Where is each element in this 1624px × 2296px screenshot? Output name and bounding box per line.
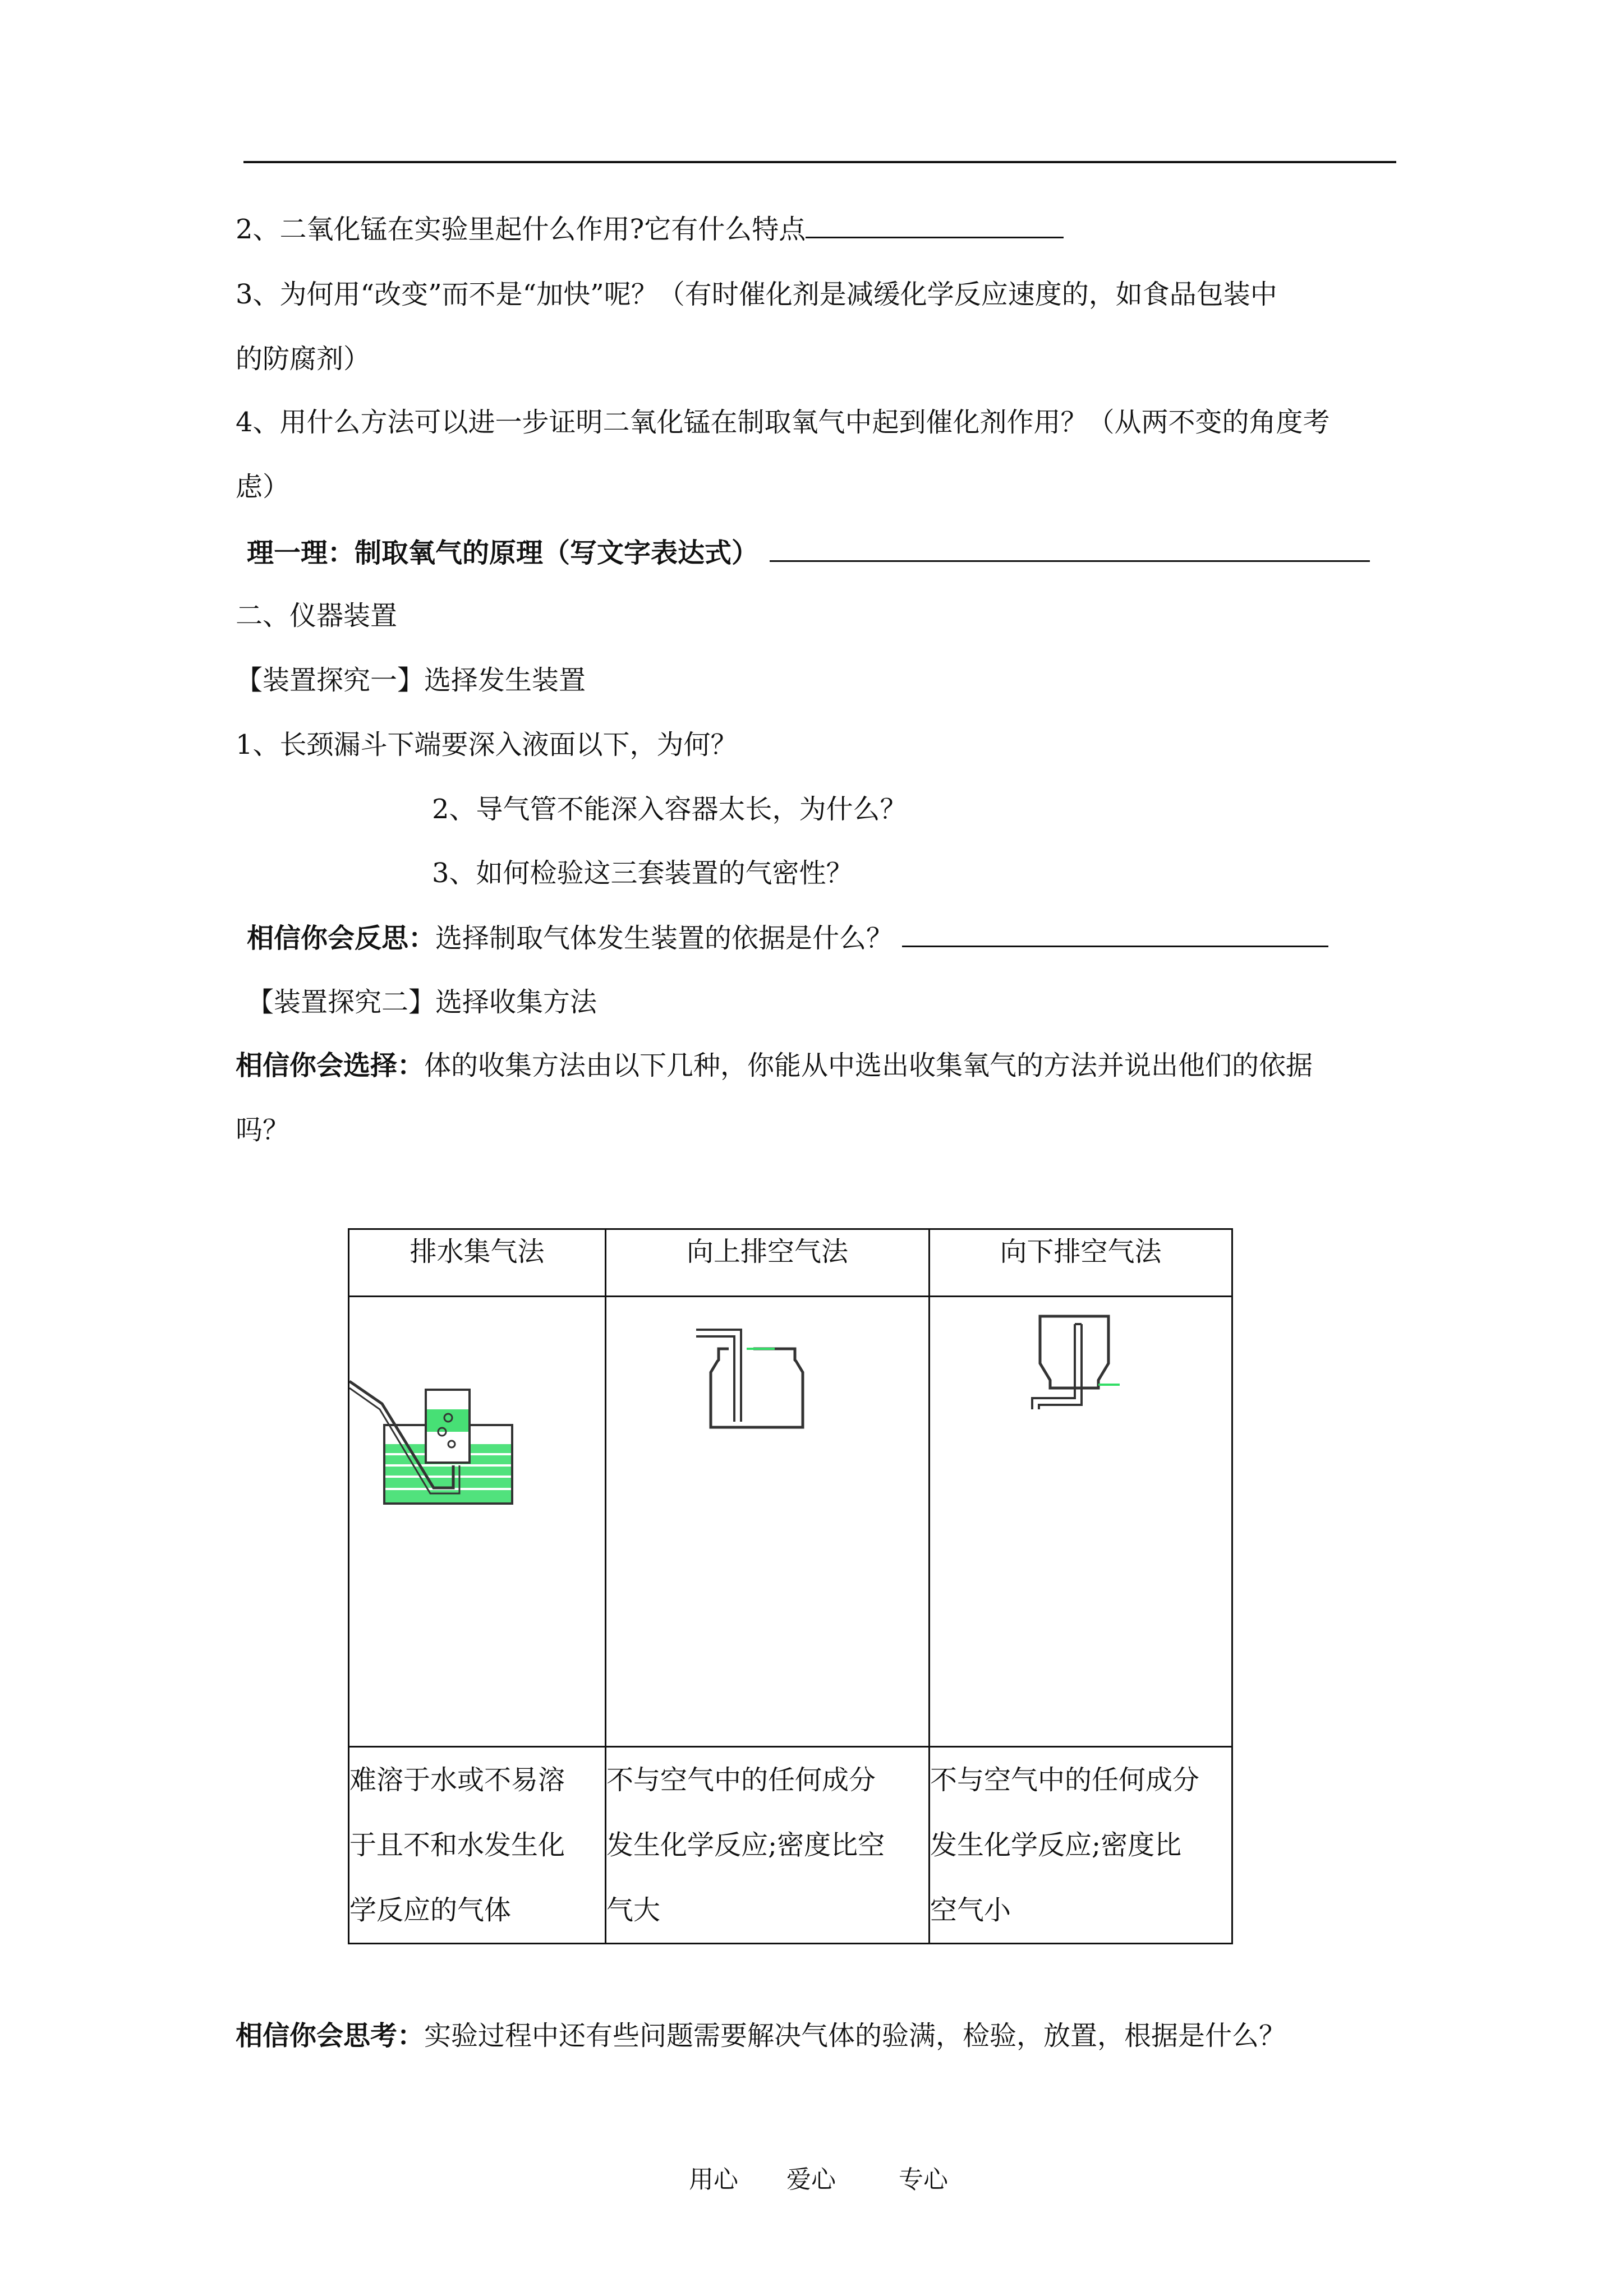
figure-cell-downward <box>930 1297 1232 1747</box>
choose-prompt-line-2: 吗？ <box>236 1114 290 1146</box>
question-4-line-2: 虑） <box>236 471 290 502</box>
water-displacement-apparatus-icon <box>349 1297 606 1746</box>
header-downward-air-displacement: 向下排空气法 <box>930 1229 1232 1297</box>
think-prompt: 相信你会思考：实验过程中还有些问题需要解决气体的验满，检验，放置，根据是什么？ <box>236 2020 1286 2051</box>
header-upward-air-displacement: 向上排空气法 <box>606 1229 930 1297</box>
explore-1-question-3: 3、如何检验这三套装置的气密性？ <box>432 857 853 889</box>
footer-item-2: 爱心 <box>786 2165 836 2194</box>
choose-prompt-line-1: 相信你会选择：体的收集方法由以下几种，你能从中选出收集氧气的方法并说出他们的依据 <box>236 1050 1313 1081</box>
explore-1-question-2: 2、导气管不能深入容器太长，为什么？ <box>432 794 907 825</box>
figure-cell-upward <box>606 1297 930 1747</box>
reflect-prompt: 相信你会反思：选择制取气体发生装置的依据是什么？ <box>247 921 1328 955</box>
question-4-line-1: 4、用什么方法可以进一步证明二氧化锰在制取氧气中起到催化剂作用？（从两不变的角度考 <box>236 407 1330 438</box>
question-2: 2、二氧化锰在实验里起什么作用?它有什么特点 <box>236 212 1064 246</box>
summary-prompt: 理一理：制取氧气的原理（写文字表达式） <box>247 536 1370 570</box>
answer-blank[interactable] <box>806 212 1064 238</box>
question-3-line-1: 3、为何用“改变”而不是“加快”呢？（有时催化剂是减缓化学反应速度的，如食品包装中 <box>236 279 1277 310</box>
header-water-displacement: 排水集气法 <box>349 1229 606 1297</box>
footer-item-1: 用心 <box>689 2165 738 2194</box>
header-rule <box>243 161 1396 163</box>
description-water: 难溶于水或不易溶 于且不和水发生化 学反应的气体 <box>349 1747 606 1944</box>
description-upward: 不与空气中的任何成分 发生化学反应;密度比空 气大 <box>606 1747 930 1944</box>
section-2-title: 二、仪器装置 <box>236 600 398 631</box>
explore-1-title: 【装置探究一】选择发生装置 <box>236 665 586 696</box>
summary-answer-blank[interactable] <box>770 536 1370 562</box>
figure-cell-water <box>349 1297 606 1747</box>
table-header-row <box>349 1229 1232 1297</box>
explore-2-title: 【装置探究二】选择收集方法 <box>247 986 597 1018</box>
collection-methods-table <box>348 1228 1233 1944</box>
reflect-answer-blank[interactable] <box>902 921 1328 947</box>
question-3-line-2: 的防腐剂） <box>236 343 371 375</box>
description-downward: 不与空气中的任何成分 发生化学反应;密度比 空气小 <box>930 1747 1232 1944</box>
table-figure-row <box>349 1297 1232 1747</box>
explore-1-question-1: 1、长颈漏斗下端要深入液面以下，为何？ <box>236 729 738 760</box>
footer-item-3: 专心 <box>899 2165 948 2194</box>
table-description-row <box>349 1747 1232 1944</box>
downward-air-displacement-apparatus-icon <box>930 1297 1233 1746</box>
upward-air-displacement-apparatus-icon <box>606 1297 930 1746</box>
